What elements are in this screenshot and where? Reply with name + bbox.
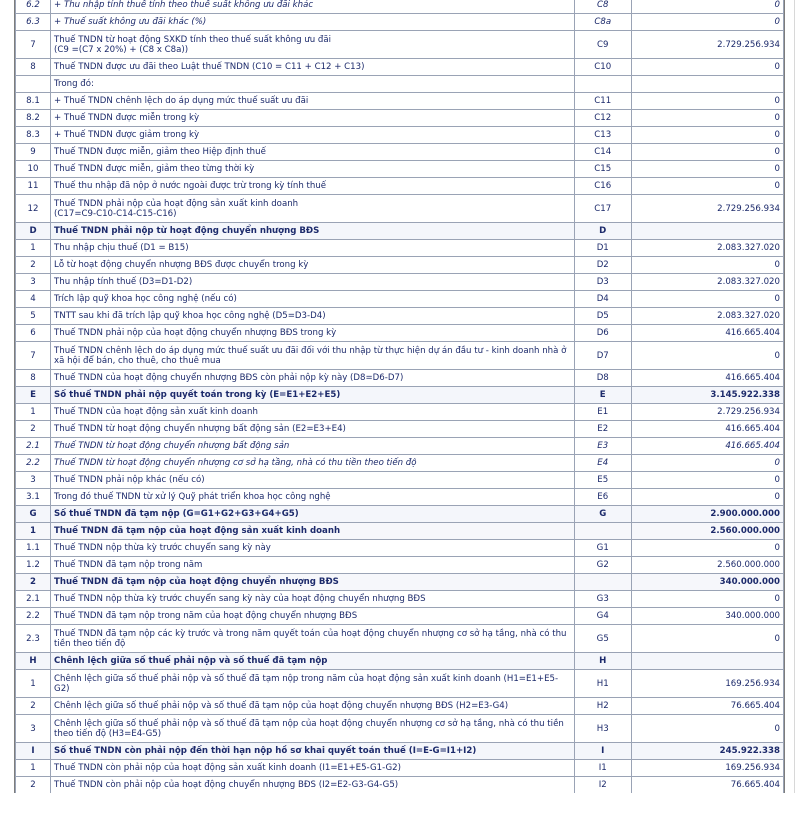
row-code: D5 — [574, 308, 631, 325]
table-row — [16, 31, 784, 59]
row-description: Thuế TNDN từ hoạt động chuyển nhượng cơ sở hạ tầng, nhà có thu tiền theo tiến độ — [51, 455, 575, 472]
row-code: D3 — [574, 274, 631, 291]
table-row — [16, 308, 784, 325]
row-value: 0 — [631, 178, 783, 195]
row-description: Thuế TNDN phải nộp của hoạt động chuyển nhượng BĐS trong kỳ — [51, 325, 575, 342]
row-description: Thuế TNDN còn phải nộp của hoạt động chuyển nhượng BĐS (I2=E2-G3-G4-G5) — [51, 777, 575, 794]
row-code: C11 — [574, 93, 631, 110]
row-number: 3 — [16, 274, 51, 291]
row-description: Thuế TNDN của hoạt động sản xuất kinh doanh — [51, 404, 575, 421]
row-value — [631, 76, 783, 93]
row-description: Chênh lệch giữa số thuế phải nộp và số thuế đã tạm nộp trong năm của hoạt động sản xuất kinh doanh (H1=E1+E5-G2) — [51, 670, 575, 698]
row-value: 0 — [631, 110, 783, 127]
row-code: E5 — [574, 472, 631, 489]
table-row — [16, 404, 784, 421]
row-code: C17 — [574, 195, 631, 223]
table-row — [16, 438, 784, 455]
table-row — [16, 760, 784, 777]
row-code: C9 — [574, 31, 631, 59]
row-number: 6 — [16, 325, 51, 342]
row-description: Thu nhập chịu thuế (D1 = B15) — [51, 240, 575, 257]
row-value: 2.083.327.020 — [631, 274, 783, 291]
row-code: C13 — [574, 127, 631, 144]
row-number: 3 — [16, 472, 51, 489]
row-number: 8.1 — [16, 93, 51, 110]
row-value: 2.083.327.020 — [631, 308, 783, 325]
row-value: 0 — [631, 625, 783, 653]
row-number: 7 — [16, 31, 51, 59]
table-row — [16, 76, 784, 93]
row-description: Thuế TNDN đã tạm nộp các kỳ trước và trong năm quyết toán của hoạt động chuyển nhượng cơ sở hạ tầng, nhà có thu tiền theo tiến độ — [51, 625, 575, 653]
row-value: 0 — [631, 715, 783, 743]
row-code: G2 — [574, 557, 631, 574]
row-number: 7 — [16, 342, 51, 370]
row-code: C12 — [574, 110, 631, 127]
row-code: E4 — [574, 455, 631, 472]
row-number: 1 — [16, 404, 51, 421]
row-number: 2 — [16, 574, 51, 591]
table-row — [16, 777, 784, 794]
row-number: 2 — [16, 257, 51, 274]
row-code: G5 — [574, 625, 631, 653]
row-number: 2.1 — [16, 591, 51, 608]
table-row — [16, 715, 784, 743]
row-code: H3 — [574, 715, 631, 743]
table-row — [16, 540, 784, 557]
row-number: 4 — [16, 291, 51, 308]
table-row — [16, 455, 784, 472]
row-value: 0 — [631, 591, 783, 608]
row-description: + Thu nhập tính thuế tính theo thuế suất không ưu đãi khác — [51, 0, 575, 14]
table-row — [16, 195, 784, 223]
table-row — [16, 161, 784, 178]
row-number: I — [16, 743, 51, 760]
table-row — [16, 743, 784, 760]
row-code: E1 — [574, 404, 631, 421]
table-row — [16, 472, 784, 489]
row-number: 3 — [16, 715, 51, 743]
row-code: E3 — [574, 438, 631, 455]
row-description: Số thuế TNDN đã tạm nộp (G=G1+G2+G3+G4+G5) — [51, 506, 575, 523]
left-gutter — [0, 0, 14, 813]
row-value: 2.083.327.020 — [631, 240, 783, 257]
row-number: 2.2 — [16, 455, 51, 472]
row-value: 0 — [631, 489, 783, 506]
row-value: 2.560.000.000 — [631, 523, 783, 540]
row-value: 0 — [631, 455, 783, 472]
row-description: Thuế TNDN phải nộp khác (nếu có) — [51, 472, 575, 489]
row-code: D2 — [574, 257, 631, 274]
row-description: Thuế TNDN còn phải nộp của hoạt động sản xuất kinh doanh (I1=E1+E5-G1-G2) — [51, 760, 575, 777]
row-code: H1 — [574, 670, 631, 698]
row-value: 76.665.404 — [631, 698, 783, 715]
row-number: 2 — [16, 421, 51, 438]
table-row — [16, 257, 784, 274]
row-code: C15 — [574, 161, 631, 178]
row-description: + Thuế TNDN được giảm trong kỳ — [51, 127, 575, 144]
row-value: 0 — [631, 14, 783, 31]
row-code: G — [574, 506, 631, 523]
table-row — [16, 698, 784, 715]
row-code: C8a — [574, 14, 631, 31]
row-code: C10 — [574, 59, 631, 76]
table-row — [16, 14, 784, 31]
row-description: Thuế TNDN nộp thừa kỳ trước chuyển sang kỳ này của hoạt động chuyển nhượng BĐS — [51, 591, 575, 608]
row-code: D6 — [574, 325, 631, 342]
table-row — [16, 110, 784, 127]
row-code — [574, 76, 631, 93]
row-description: Trong đó: — [51, 76, 575, 93]
row-value: 0 — [631, 540, 783, 557]
row-code: D8 — [574, 370, 631, 387]
row-number: 12 — [16, 195, 51, 223]
row-number: 1.2 — [16, 557, 51, 574]
row-code: H — [574, 653, 631, 670]
table-row — [16, 144, 784, 161]
row-description: + Thuế TNDN được miễn trong kỳ — [51, 110, 575, 127]
row-number: 11 — [16, 178, 51, 195]
row-value: 2.729.256.934 — [631, 195, 783, 223]
vertical-scrollbar[interactable] — [794, 0, 809, 813]
row-number: 1 — [16, 240, 51, 257]
row-value: 0 — [631, 0, 783, 14]
row-number: D — [16, 223, 51, 240]
row-description: Thu nhập tính thuế (D3=D1-D2) — [51, 274, 575, 291]
row-value: 340.000.000 — [631, 608, 783, 625]
table-row — [16, 506, 784, 523]
row-code: H2 — [574, 698, 631, 715]
row-value: 416.665.404 — [631, 421, 783, 438]
table-row — [16, 421, 784, 438]
row-code: I — [574, 743, 631, 760]
row-value: 416.665.404 — [631, 438, 783, 455]
row-description: Thuế TNDN được miễn, giảm theo từng thời kỳ — [51, 161, 575, 178]
row-number — [16, 76, 51, 93]
row-code: C14 — [574, 144, 631, 161]
row-description: Chênh lệch giữa số thuế phải nộp và số thuế đã tạm nộp của hoạt động chuyển nhượng cơ sở hạ tầng, nhà có thu tiền theo tiến độ (H3=E4-G5) — [51, 715, 575, 743]
row-number: 6.3 — [16, 14, 51, 31]
row-code: E — [574, 387, 631, 404]
row-value: 0 — [631, 93, 783, 110]
row-value: 2.729.256.934 — [631, 404, 783, 421]
row-description: Thuế TNDN từ hoạt động chuyển nhượng bất động sản — [51, 438, 575, 455]
row-value: 416.665.404 — [631, 370, 783, 387]
row-description: Thuế TNDN đã tạm nộp trong năm — [51, 557, 575, 574]
tax-settlement-table — [14, 0, 785, 795]
table-row — [16, 670, 784, 698]
row-code: C16 — [574, 178, 631, 195]
table-row — [16, 370, 784, 387]
row-value: 2.560.000.000 — [631, 557, 783, 574]
row-code: E6 — [574, 489, 631, 506]
row-code: G1 — [574, 540, 631, 557]
row-value: 416.665.404 — [631, 325, 783, 342]
row-description: Lỗ từ hoạt động chuyển nhượng BĐS được chuyển trong kỳ — [51, 257, 575, 274]
row-number: E — [16, 387, 51, 404]
row-number: 10 — [16, 161, 51, 178]
table-row — [16, 591, 784, 608]
row-description: + Thuế TNDN chênh lệch do áp dụng mức thuế suất ưu đãi — [51, 93, 575, 110]
table-row — [16, 291, 784, 308]
table-row — [16, 653, 784, 670]
row-value — [631, 653, 783, 670]
row-number: 9 — [16, 144, 51, 161]
row-description: Thuế TNDN của hoạt động chuyển nhượng BĐS còn phải nộp kỳ này (D8=D6-D7) — [51, 370, 575, 387]
table-row — [16, 574, 784, 591]
row-value: 169.256.934 — [631, 670, 783, 698]
row-number: 8 — [16, 59, 51, 76]
row-value: 169.256.934 — [631, 760, 783, 777]
row-code: D7 — [574, 342, 631, 370]
row-number: 2 — [16, 698, 51, 715]
row-value: 2.729.256.934 — [631, 31, 783, 59]
row-value: 0 — [631, 59, 783, 76]
row-code: G4 — [574, 608, 631, 625]
row-number: 1 — [16, 523, 51, 540]
row-description: + Thuế suất không ưu đãi khác (%) — [51, 14, 575, 31]
row-value: 0 — [631, 472, 783, 489]
table-row — [16, 608, 784, 625]
row-number: 2 — [16, 777, 51, 794]
table-row — [16, 489, 784, 506]
row-value: 0 — [631, 257, 783, 274]
row-description: TNTT sau khi đã trích lập quỹ khoa học công nghệ (D5=D3-D4) — [51, 308, 575, 325]
table-row — [16, 625, 784, 653]
row-number: 8.2 — [16, 110, 51, 127]
row-code: G3 — [574, 591, 631, 608]
table-body — [16, 0, 784, 794]
row-number: 2.3 — [16, 625, 51, 653]
row-code: D1 — [574, 240, 631, 257]
row-description: Thuế TNDN chênh lệch do áp dụng mức thuế suất ưu đãi đối với thu nhập từ thực hiện dự án đầu tư - kinh doanh nhà ở xã hội để bán, cho thuê, cho thuê mua — [51, 342, 575, 370]
row-value: 0 — [631, 161, 783, 178]
row-description: Thuế TNDN nộp thừa kỳ trước chuyển sang kỳ này — [51, 540, 575, 557]
row-description: Thuế thu nhập đã nộp ở nước ngoài được trừ trong kỳ tính thuế — [51, 178, 575, 195]
row-number: 8.3 — [16, 127, 51, 144]
row-description: Trong đó thuế TNDN từ xử lý Quỹ phát triển khoa học công nghệ — [51, 489, 575, 506]
row-number: H — [16, 653, 51, 670]
row-description: Thuế TNDN đã tạm nộp của hoạt động chuyển nhượng BĐS — [51, 574, 575, 591]
row-number: 8 — [16, 370, 51, 387]
table-row — [16, 325, 784, 342]
table-row — [16, 240, 784, 257]
table-row — [16, 342, 784, 370]
row-code: C8 — [574, 0, 631, 14]
table-row — [16, 59, 784, 76]
row-code: I1 — [574, 760, 631, 777]
row-number: 1 — [16, 760, 51, 777]
row-number: 5 — [16, 308, 51, 325]
row-description: Chênh lệch giữa số thuế phải nộp và số thuế đã tạm nộp — [51, 653, 575, 670]
table-row — [16, 178, 784, 195]
row-description: Chênh lệch giữa số thuế phải nộp và số thuế đã tạm nộp của hoạt động chuyển nhượng BĐS (H2=E3-G4) — [51, 698, 575, 715]
row-description: Thuế TNDN được miễn, giảm theo Hiệp định thuế — [51, 144, 575, 161]
row-number: 2.1 — [16, 438, 51, 455]
table-row — [16, 93, 784, 110]
table-row — [16, 557, 784, 574]
row-description: Số thuế TNDN phải nộp quyết toán trong kỳ (E=E1+E2+E5) — [51, 387, 575, 404]
row-description: Thuế TNDN phải nộp của hoạt động sản xuất kinh doanh (C17=C9-C10-C14-C15-C16) — [51, 195, 575, 223]
row-number: 1 — [16, 670, 51, 698]
table-row — [16, 274, 784, 291]
table-row — [16, 223, 784, 240]
row-description: Thuế TNDN phải nộp từ hoạt động chuyển nhượng BĐS — [51, 223, 575, 240]
row-code — [574, 574, 631, 591]
table-row — [16, 127, 784, 144]
row-value: 0 — [631, 144, 783, 161]
row-value: 2.900.000.000 — [631, 506, 783, 523]
row-value: 0 — [631, 342, 783, 370]
row-number: 6.2 — [16, 0, 51, 14]
row-value — [631, 223, 783, 240]
table-row — [16, 0, 784, 14]
row-code: D — [574, 223, 631, 240]
row-description: Thuế TNDN từ hoạt động SXKD tính theo thuế suất không ưu đãi (C9 =(C7 x 20%) + (C8 x C8a)) — [51, 31, 575, 59]
row-description: Trích lập quỹ khoa học công nghệ (nếu có) — [51, 291, 575, 308]
row-value: 3.145.922.338 — [631, 387, 783, 404]
table-row — [16, 523, 784, 540]
row-value: 0 — [631, 127, 783, 144]
row-code — [574, 523, 631, 540]
row-code: D4 — [574, 291, 631, 308]
row-description: Thuế TNDN được ưu đãi theo Luật thuế TNDN (C10 = C11 + C12 + C13) — [51, 59, 575, 76]
row-number: 1.1 — [16, 540, 51, 557]
bottom-margin — [0, 793, 809, 813]
row-value: 245.922.338 — [631, 743, 783, 760]
row-code: I2 — [574, 777, 631, 794]
row-description: Thuế TNDN từ hoạt động chuyển nhượng bất động sản (E2=E3+E4) — [51, 421, 575, 438]
row-value: 0 — [631, 291, 783, 308]
row-number: G — [16, 506, 51, 523]
row-number: 3.1 — [16, 489, 51, 506]
table-row — [16, 387, 784, 404]
row-description: Thuế TNDN đã tạm nộp trong năm của hoạt động chuyển nhượng BĐS — [51, 608, 575, 625]
row-description: Thuế TNDN đã tạm nộp của hoạt động sản xuất kinh doanh — [51, 523, 575, 540]
row-value: 76.665.404 — [631, 777, 783, 794]
row-description: Số thuế TNDN còn phải nộp đến thời hạn nộp hồ sơ khai quyết toán thuế (I=E-G=I1+I2) — [51, 743, 575, 760]
row-value: 340.000.000 — [631, 574, 783, 591]
row-number: 2.2 — [16, 608, 51, 625]
row-code: E2 — [574, 421, 631, 438]
